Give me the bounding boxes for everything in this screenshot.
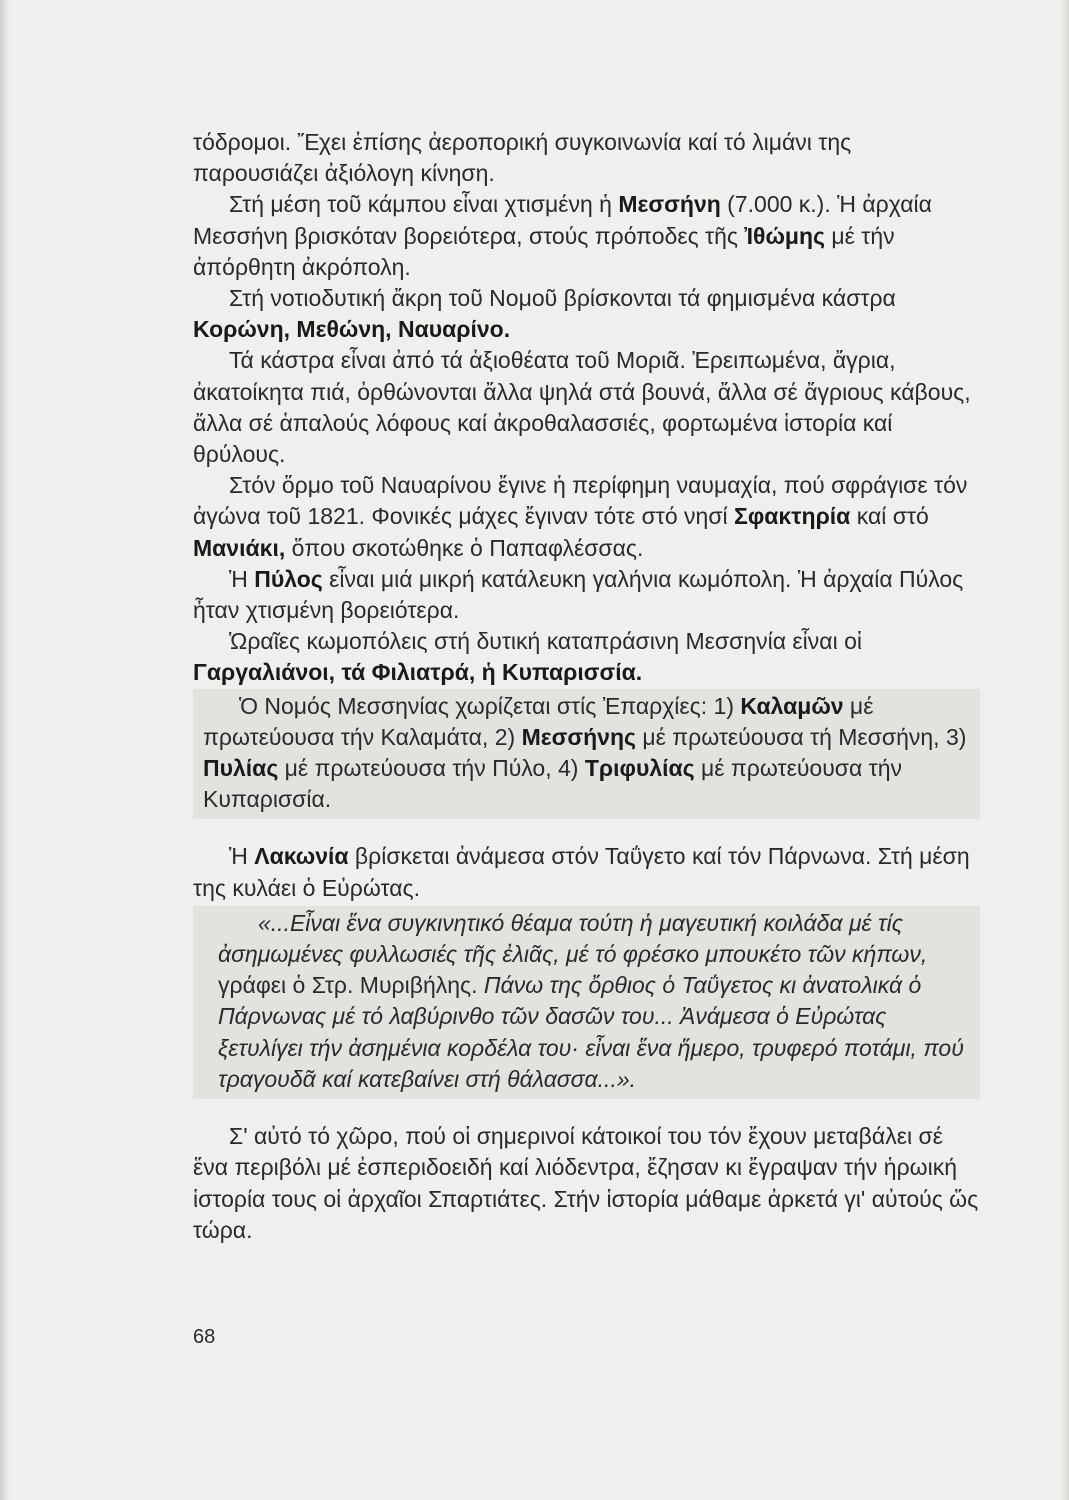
paragraph-7: Ὡραῖες κωμοπόλεις στή δυτική καταπράσινη Μεσσηνία εἶναι οἱ Γαργαλιάνοι, τά Φιλιατρά, ἡ Κυπαρισσία. <box>193 628 862 686</box>
body-text <box>193 127 980 1246</box>
bold-term: Κορώνη, Μεθώνη, Ναυαρίνο. <box>193 316 511 343</box>
bold-term: Τριφυλίας <box>584 755 695 782</box>
paragraph-8-shaded: Ὁ Νομός Μεσσηνίας χωρίζεται στίς Ἐπαρχίες: 1) Καλαμῶν μέ πρωτεύουσα τήν Καλαμάτα, 2) Μεσσήνης μέ πρωτεύουσα τή Μεσσήνη, 3) Πυλίας μέ πρωτεύουσα τήν Πύλο, 4) Τριφυλίας μέ πρωτεύουσα τήν Κυπαρισσία. <box>193 689 980 820</box>
page-right-edge-shadow <box>1061 0 1069 1500</box>
paragraph-2: Στή μέση τοῦ κάμπου εἶναι χτισμένη ἡ Μεσσήνη (7.000 κ.). Ἡ ἀρχαία Μεσσήνη βρισκόταν βορειότερα, στούς πρόποδες τῆς Ἰθώμης μέ τήν ἀπόρθητη ἀκρόπολη. <box>193 191 932 280</box>
paragraph-6: Ἡ Πύλος εἶναι μιά μικρή κατάλευκη γαλήνια κωμόπολη. Ἡ ἀρχαία Πύλος ἦταν χτισμένη βορειότερα. <box>193 565 964 624</box>
paragraph-5: Στόν ὅρμο τοῦ Ναυαρίνου ἔγινε ἡ περίφημη ναυμαχία, πού σφράγισε τόν ἀγώνα τοῦ 1821. Φονικές μάχες ἔγιναν τότε στό νησί Σφακτηρία καί στό Μανιάκι, ὅπου σκοτώθηκε ὁ Παπαφλέσσας. <box>193 472 968 561</box>
bold-term: Καλαμῶν <box>740 692 844 719</box>
bold-term: Πυλίας <box>203 755 279 782</box>
paragraph-10: Σ' αὐτό τό χῶρο, πού οἱ σημερινοί κάτοικοί του τόν ἔχουν μεταβάλει σέ ἕνα περιβόλι μέ ἐσπεριδοειδή καί λιόδεντρα, ἔζησαν κι ἔγραψαν τήν ἡρωική ἱστορία τους οἱ ἀρχαῖοι Σπαρτιάτες. Στήν ἱστορία μάθαμε ἀρκετά γι' αὐτούς ὥς τώρα. <box>193 1123 979 1243</box>
paragraph-4: Τά κάστρα εἶναι ἀπό τά ἀξιοθέατα τοῦ Μοριᾶ. Ἐρειπωμένα, ἄγρια, ἀκατοίκητα πιά, ὀρθώνονται ἄλλα ψηλά στά βουνά, ἄλλα σέ ἄγριους κάβους, ἄλλα σέ ἁπαλούς λόφους καί ἀκροθαλασσιές, φορτωμένα ἱστορία καί θρύλους. <box>193 347 971 468</box>
page-left-edge-shadow <box>0 0 10 1500</box>
bold-term: Λακωνία <box>254 843 349 870</box>
bold-term: Σφακτηρία <box>734 503 851 530</box>
paragraph-1: τόδρομοι. Ἔχει ἐπίσης ἀεροπορική συγκοινωνία καί τό λιμάνι της παρουσιάζει ἀξιόλογη κίνηση. <box>193 129 852 187</box>
paragraph-9: Ἡ Λακωνία βρίσκεται ἀνάμεσα στόν Ταΰγετο καί τόν Πάρνωνα. Στή μέση της κυλάει ὁ Εὐρώτας. <box>193 843 970 901</box>
bold-term: Ἰθώμης <box>744 222 825 249</box>
paragraph-3: Στή νοτιοδυτική ἄκρη τοῦ Νομοῦ βρίσκονται τά φημισμένα κάστρα Κορώνη, Μεθώνη, Ναυαρίνο. <box>193 285 896 343</box>
bold-term: Πύλος <box>254 565 323 592</box>
bold-term: Μεσσήνης <box>521 723 636 750</box>
page-number: 68 <box>193 1326 216 1348</box>
bold-term: Μανιάκι, <box>193 534 286 561</box>
bold-term: Γαργαλιάνοι, τά Φιλιατρά, ἡ Κυπαρισσία. <box>193 659 643 686</box>
quote-block: «...Εἶναι ἕνα συγκινητικό θέαμα τούτη ἡ μαγευτική κοιλάδα μέ τίς ἀσημωμένες φυλλωσιές τῆς ἐλιᾶς, μέ τό φρέσκο μπουκέτο τῶν κήπων, γράφει ὁ Στρ. Μυριβήλης. Πάνω της ὄρθιος ὁ Ταΰγετος κι ἀνατολικά ὁ Πάρνωνας μέ τό λαβύρινθο τῶν δασῶν του... Ἀνάμεσα ὁ Εὐρώτας ξετυλίγει τήν ἀσημένια κορδέλα του· εἶναι ἕνα ἥμερο, τρυφερό ποτάμι, πού τραγουδᾶ καί κατεβαίνει στή θάλασσα...». <box>193 906 980 1099</box>
bold-term: Μεσσήνη <box>618 191 721 218</box>
